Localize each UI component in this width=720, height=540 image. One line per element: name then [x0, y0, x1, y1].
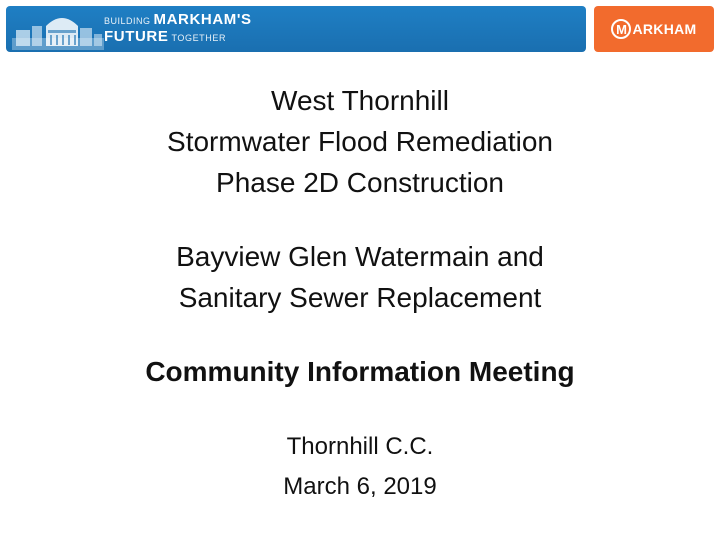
venue: Thornhill C.C.	[286, 433, 434, 460]
markham-logo-text: ARKHAM	[632, 21, 697, 37]
markham-logo	[594, 6, 714, 52]
slide-content	[0, 80, 720, 507]
meeting-title: Community Information Meeting	[145, 356, 575, 387]
meeting-date: March 6, 2019	[283, 473, 437, 500]
title-line-3: Phase 2D Construction	[216, 167, 504, 198]
banner-together: TOGETHER	[171, 33, 227, 43]
title-line-1: West Thornhill	[271, 85, 449, 116]
markham-logo-mark-icon: M	[611, 19, 631, 39]
header-banner	[6, 6, 586, 52]
subtitle-line-1: Bayview Glen Watermain and	[176, 241, 544, 272]
banner-markhams: MARKHAM'S	[153, 11, 252, 28]
banner-building: BUILDING	[104, 16, 151, 26]
title-line-2: Stormwater Flood Remediation	[167, 126, 553, 157]
skyline-illustration-icon	[12, 8, 104, 50]
banner-future: FUTURE	[104, 28, 169, 45]
subtitle-line-2: Sanitary Sewer Replacement	[178, 282, 542, 313]
banner-text	[104, 12, 252, 44]
